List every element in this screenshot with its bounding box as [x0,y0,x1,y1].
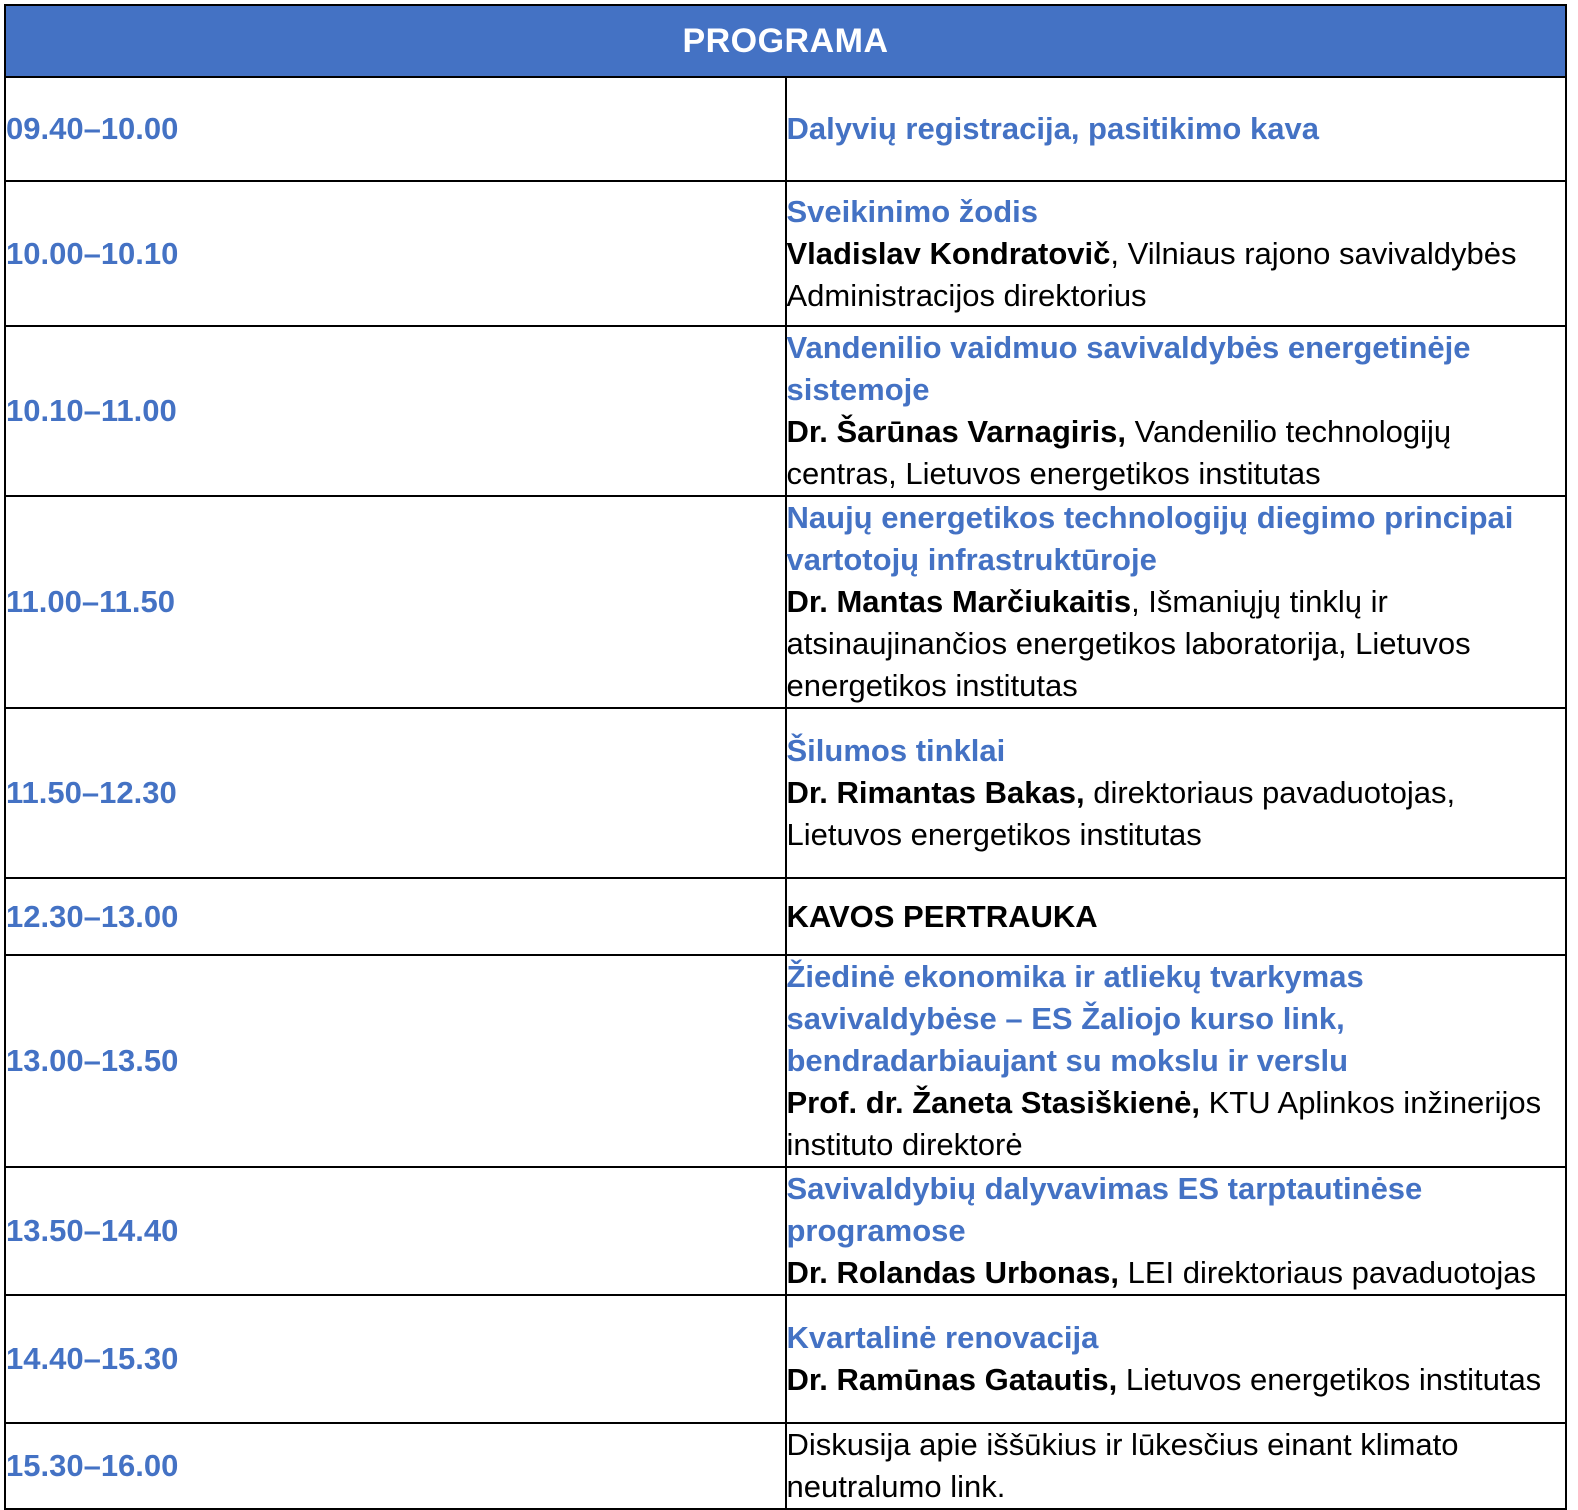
schedule-row [5,1295,1566,1423]
time-slot: 13.00–13.50 [5,955,786,1167]
session-details [786,878,1567,955]
speaker-affiliation: LEI direktoriaus pavaduotojas [1118,1255,1537,1290]
speaker-name: Dr. Ramūnas Gatautis, [786,1362,1118,1397]
session-details [786,326,1567,496]
session-details [786,496,1567,708]
session-details [786,1295,1567,1423]
time-slot: 10.00–10.10 [5,181,786,326]
schedule-row [5,955,1566,1167]
time-slot: 15.30–16.00 [5,1423,786,1509]
schedule-row [5,1167,1566,1295]
session-title: Vandenilio vaidmuo savivaldybės energetinėje sistemoje [786,330,1471,407]
speaker-affiliation: KTU Aplinkos inžinerijos instituto direktorė [786,1085,1542,1162]
session-title: Žiedinė ekonomika ir atliekų tvarkymas savivaldybėse – ES Žaliojo kurso link, bendradarbiaujant su mokslu ir verslu [786,959,1364,1078]
time-slot: 14.40–15.30 [5,1295,786,1423]
session-title: Naujų energetikos technologijų diegimo principai vartotojų infrastruktūroje [786,500,1514,577]
speaker-affiliation: , Išmaniųjų tinklų ir atsinaujinančios energetikos laboratorija, Lietuvos energetikos institutas [786,584,1471,703]
program-rows [5,77,1566,1509]
break-label: KAVOS PERTRAUKA [786,898,1098,934]
time-slot: 10.10–11.00 [5,326,786,496]
schedule-row [5,496,1566,708]
session-details [786,181,1567,326]
speaker-name: Dr. Rolandas Urbonas, [786,1255,1119,1290]
time-slot: 13.50–14.40 [5,1167,786,1295]
session-details [786,1167,1567,1295]
session-details [786,77,1567,181]
session-title: Savivaldybių dalyvavimas ES tarptautinėse programose [786,1171,1423,1248]
time-slot: 12.30–13.00 [5,878,786,955]
time-slot: 11.00–11.50 [5,496,786,708]
schedule-row [5,77,1566,181]
speaker-name: Dr. Šarūnas Varnagiris, [786,414,1126,449]
header-row [5,5,1566,77]
session-title: Dalyvių registracija, pasitikimo kava [786,111,1319,146]
schedule-row [5,878,1566,955]
speaker-name: Vladislav Kondratovič [786,235,1111,271]
time-slot: 11.50–12.30 [5,708,786,878]
speaker-affiliation: , Vilniaus rajono savivaldybės Administracijos direktorius [786,235,1517,313]
schedule-row [5,708,1566,878]
program-table [4,4,1567,1510]
session-title: Sveikinimo žodis [786,193,1039,229]
speaker-name: Prof. dr. Žaneta Stasiškienė, [786,1085,1200,1120]
speaker-name: Dr. Rimantas Bakas, [786,775,1085,810]
session-details [786,708,1567,878]
session-details [786,955,1567,1167]
speaker-affiliation: direktoriaus pavaduotojas, Lietuvos energetikos institutas [786,775,1456,852]
time-slot: 09.40–10.00 [5,77,786,181]
schedule-row [5,326,1566,496]
session-title: Šilumos tinklai [786,733,1006,768]
speaker-affiliation: Lietuvos energetikos institutas [1117,1362,1542,1397]
schedule-row [5,181,1566,326]
session-title: Kvartalinė renovacija [786,1320,1099,1355]
session-description: Diskusija apie iššūkius ir lūkesčius einant klimato neutralumo link. [786,1427,1459,1504]
program-title: PROGRAMA [5,5,1566,77]
speaker-name: Dr. Mantas Marčiukaitis [786,584,1132,619]
speaker-affiliation: Vandenilio technologijų centras, Lietuvos energetikos institutas [786,414,1452,491]
